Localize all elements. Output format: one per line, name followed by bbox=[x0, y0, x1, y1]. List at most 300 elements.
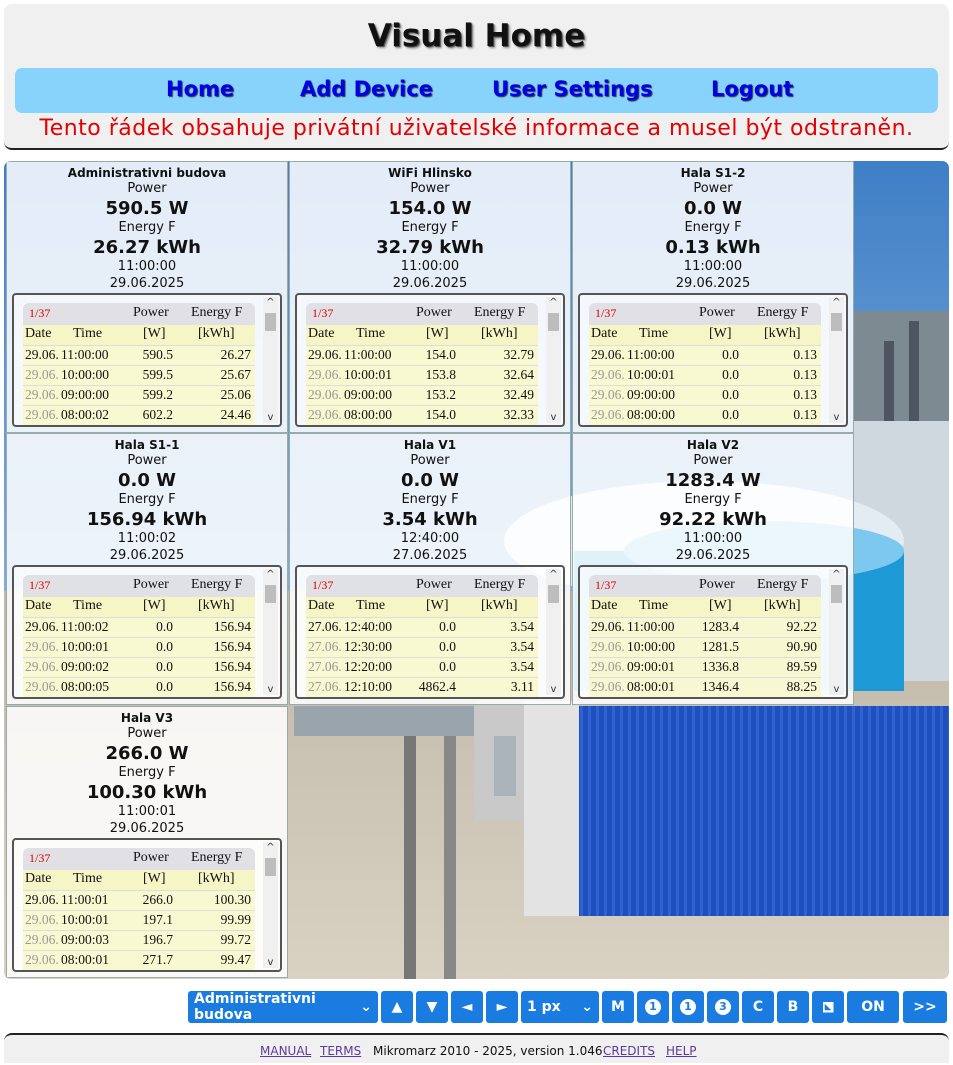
m-button[interactable]: M bbox=[602, 991, 634, 1023]
table-header bbox=[23, 575, 255, 597]
cell-power: 0.0 bbox=[722, 367, 739, 382]
cell-energy: 32.79 bbox=[503, 347, 534, 362]
cell-date: 29.06. bbox=[25, 679, 59, 694]
page-indicator: 1/37 bbox=[312, 306, 334, 320]
table-header bbox=[23, 848, 255, 870]
col-date-header: Date bbox=[25, 326, 52, 341]
cell-time: 08:00:00 bbox=[627, 407, 676, 422]
reading-date: 27.06.2025 bbox=[392, 548, 468, 563]
cell-power: 1283.4 bbox=[701, 619, 739, 634]
device-canvas bbox=[4, 161, 949, 979]
cell-time: 10:00:01 bbox=[344, 367, 393, 382]
device-card[interactable] bbox=[572, 433, 854, 705]
scroll-down-icon[interactable]: v bbox=[550, 412, 557, 423]
energy-value: 100.30 kWh bbox=[86, 782, 208, 803]
cell-energy: 88.25 bbox=[786, 679, 817, 694]
nav-user-settings[interactable]: User Settings bbox=[492, 77, 653, 101]
cell-date: 27.06. bbox=[308, 679, 342, 694]
page-indicator: 1/37 bbox=[595, 578, 617, 592]
cell-date: 29.06. bbox=[25, 952, 59, 967]
cell-date: 29.06. bbox=[25, 912, 59, 927]
history-table[interactable] bbox=[12, 565, 282, 699]
b-button[interactable]: B bbox=[777, 991, 809, 1023]
privacy-notice: Tento řádek obsahuje privátní uživatelské informace a musel být odstraněn. bbox=[39, 116, 914, 141]
cell-time: 11:00:00 bbox=[344, 347, 392, 362]
reading-time: 11:00:00 bbox=[683, 259, 743, 274]
cell-power: 0.0 bbox=[722, 347, 739, 362]
device-name: Administrativni budova bbox=[67, 166, 227, 180]
cell-time: 08:00:02 bbox=[61, 407, 110, 422]
col-time-header: Time bbox=[73, 326, 103, 341]
reading-time: 11:00:02 bbox=[117, 531, 177, 546]
cell-date: 29.06. bbox=[25, 639, 59, 654]
device-name: Hala V3 bbox=[120, 711, 174, 725]
col-time-header: Time bbox=[639, 326, 669, 341]
device-name: Hala S1-2 bbox=[680, 166, 746, 180]
scroll-up-icon[interactable]: ^ bbox=[832, 569, 841, 580]
table-row bbox=[23, 657, 255, 677]
device-card[interactable] bbox=[572, 161, 854, 433]
col-power-header: Power bbox=[133, 850, 169, 865]
device-name: Hala S1-1 bbox=[114, 438, 180, 452]
energy-value: 156.94 kWh bbox=[86, 509, 208, 530]
col-date-header: Date bbox=[25, 598, 52, 613]
energy-value: 26.27 kWh bbox=[93, 237, 201, 258]
reading-time: 11:00:00 bbox=[400, 259, 460, 274]
reading-time: 11:00:00 bbox=[683, 531, 743, 546]
power-value: 590.5 W bbox=[105, 198, 189, 219]
table-header bbox=[306, 303, 538, 325]
cell-date: 29.06. bbox=[591, 347, 625, 362]
cell-energy: 100.30 bbox=[213, 892, 251, 907]
col-time-header: Time bbox=[639, 598, 669, 613]
table-row bbox=[306, 657, 538, 677]
cell-energy: 3.11 bbox=[510, 679, 534, 694]
cell-time: 08:00:01 bbox=[627, 679, 676, 694]
credits-link[interactable]: CREDITS bbox=[603, 1044, 656, 1058]
table-row bbox=[306, 617, 538, 637]
energy-label: Energy F bbox=[118, 765, 176, 780]
energy-label: Energy F bbox=[118, 220, 176, 235]
cell-time: 12:10:00 bbox=[344, 679, 393, 694]
cell-date: 29.06. bbox=[308, 407, 342, 422]
device-select[interactable] bbox=[188, 991, 378, 1023]
cell-energy: 156.94 bbox=[213, 679, 251, 694]
power-label: Power bbox=[127, 726, 167, 741]
reading-date: 29.06.2025 bbox=[392, 276, 468, 291]
cell-energy: 0.13 bbox=[793, 407, 817, 422]
table-row bbox=[589, 365, 821, 385]
cell-power: 0.0 bbox=[439, 619, 456, 634]
power-label: Power bbox=[693, 181, 733, 196]
cell-energy: 0.13 bbox=[793, 347, 817, 362]
cell-date: 29.06. bbox=[25, 892, 59, 907]
cell-power: 271.7 bbox=[142, 952, 173, 967]
col-energy-header: Energy F bbox=[191, 850, 243, 865]
cell-date: 29.06. bbox=[591, 639, 625, 654]
col-date-header: Date bbox=[25, 871, 52, 886]
scroll-up-icon[interactable]: ^ bbox=[549, 297, 558, 308]
units-row bbox=[589, 325, 821, 345]
cell-energy: 3.54 bbox=[510, 639, 534, 654]
col-energy-header: Energy F bbox=[191, 577, 243, 592]
scroll-down-icon[interactable]: v bbox=[833, 684, 840, 695]
cell-power: 599.5 bbox=[142, 367, 173, 382]
power-label: Power bbox=[693, 453, 733, 468]
cell-time: 12:40:00 bbox=[344, 619, 393, 634]
terms-link[interactable]: TERMS bbox=[320, 1044, 362, 1058]
cell-power: 599.2 bbox=[142, 387, 173, 402]
footer bbox=[4, 1033, 949, 1063]
cell-time: 12:20:00 bbox=[344, 659, 393, 674]
cell-date: 29.06. bbox=[25, 347, 59, 362]
col-date-header: Date bbox=[308, 326, 335, 341]
layout-3-button[interactable] bbox=[707, 991, 739, 1023]
history-table[interactable] bbox=[295, 565, 565, 699]
cell-energy: 99.99 bbox=[220, 912, 251, 927]
col-time-header: Time bbox=[73, 598, 103, 613]
navbar bbox=[15, 68, 938, 113]
page-indicator: 1/37 bbox=[29, 306, 51, 320]
cell-time: 10:00:00 bbox=[627, 639, 676, 654]
scroll-up-icon[interactable]: ^ bbox=[549, 569, 558, 580]
table-scrollbar[interactable] bbox=[263, 842, 278, 968]
scroll-thumb[interactable] bbox=[548, 313, 559, 331]
page-indicator: 1/37 bbox=[312, 578, 334, 592]
table-row bbox=[306, 677, 538, 697]
cell-date: 29.06. bbox=[25, 619, 59, 634]
power-value: 0.0 W bbox=[400, 470, 459, 491]
unit-power: [W] bbox=[143, 598, 166, 613]
reading-time: 11:00:01 bbox=[117, 804, 177, 819]
cell-energy: 32.49 bbox=[503, 387, 534, 402]
col-time-header: Time bbox=[356, 326, 386, 341]
move-right-button[interactable]: ► bbox=[486, 991, 518, 1023]
scroll-thumb[interactable] bbox=[548, 585, 559, 603]
cell-time: 11:00:00 bbox=[627, 347, 675, 362]
scroll-thumb[interactable] bbox=[831, 313, 842, 331]
unit-energy: [kWh] bbox=[198, 326, 235, 341]
energy-value: 32.79 kWh bbox=[376, 237, 484, 258]
cell-time: 09:00:00 bbox=[61, 387, 110, 402]
device-card[interactable] bbox=[289, 433, 571, 705]
cell-date: 27.06. bbox=[308, 619, 342, 634]
table-row bbox=[589, 345, 821, 365]
cell-energy: 25.67 bbox=[220, 367, 251, 382]
table-row bbox=[306, 385, 538, 405]
table-row bbox=[23, 365, 255, 385]
table-row bbox=[589, 405, 821, 425]
unit-energy: [kWh] bbox=[764, 598, 801, 613]
reading-date: 29.06.2025 bbox=[109, 548, 185, 563]
table-scrollbar[interactable] bbox=[546, 569, 561, 695]
device-select-value: Administrativni budova bbox=[194, 991, 316, 1023]
table-header bbox=[589, 303, 821, 325]
editor-toolbar bbox=[188, 991, 948, 1023]
cell-power: 0.0 bbox=[722, 387, 739, 402]
device-card[interactable] bbox=[6, 433, 288, 705]
scroll-down-icon[interactable]: v bbox=[267, 412, 274, 423]
cell-time: 11:00:02 bbox=[61, 619, 109, 634]
scroll-up-icon[interactable]: ^ bbox=[266, 297, 275, 308]
table-row bbox=[589, 617, 821, 637]
cell-time: 10:00:01 bbox=[61, 912, 110, 927]
col-energy-header: Energy F bbox=[474, 305, 526, 320]
table-scrollbar[interactable] bbox=[829, 569, 844, 695]
resize-button[interactable] bbox=[812, 991, 844, 1023]
table-row bbox=[23, 930, 255, 950]
nav-add-device[interactable]: Add Device bbox=[300, 77, 433, 101]
scroll-down-icon[interactable]: v bbox=[267, 957, 274, 968]
cell-time: 09:00:03 bbox=[61, 932, 110, 947]
device-card[interactable] bbox=[6, 706, 288, 978]
unit-power: [W] bbox=[709, 326, 732, 341]
scroll-thumb[interactable] bbox=[265, 858, 276, 876]
cell-date: 29.06. bbox=[591, 659, 625, 674]
cell-energy: 24.46 bbox=[220, 407, 251, 422]
power-label: Power bbox=[410, 453, 450, 468]
units-row bbox=[306, 325, 538, 345]
device-card[interactable] bbox=[6, 161, 288, 433]
cell-energy: 156.94 bbox=[213, 659, 251, 674]
col-power-header: Power bbox=[133, 305, 169, 320]
scroll-thumb[interactable] bbox=[831, 585, 842, 603]
col-date-header: Date bbox=[591, 326, 618, 341]
table-row bbox=[23, 345, 255, 365]
col-energy-header: Energy F bbox=[757, 577, 809, 592]
table-row bbox=[589, 677, 821, 697]
three-circle-icon: 3 bbox=[715, 999, 731, 1015]
table-row bbox=[306, 637, 538, 657]
cell-energy: 25.06 bbox=[220, 387, 251, 402]
table-row bbox=[23, 637, 255, 657]
nav-logout[interactable]: Logout bbox=[711, 77, 794, 101]
cell-energy: 89.59 bbox=[786, 659, 817, 674]
cell-time: 12:30:00 bbox=[344, 639, 393, 654]
table-scrollbar[interactable] bbox=[263, 297, 278, 423]
cell-power: 1336.8 bbox=[701, 659, 739, 674]
table-header bbox=[306, 575, 538, 597]
scroll-thumb[interactable] bbox=[265, 313, 276, 331]
scroll-down-icon[interactable]: v bbox=[833, 412, 840, 423]
reading-date: 29.06.2025 bbox=[675, 276, 751, 291]
cell-energy: 32.33 bbox=[503, 407, 534, 422]
cell-energy: 99.72 bbox=[220, 932, 251, 947]
unit-energy: [kWh] bbox=[198, 598, 235, 613]
units-row bbox=[589, 597, 821, 617]
page-indicator: 1/37 bbox=[595, 306, 617, 320]
cell-time: 11:00:00 bbox=[61, 347, 109, 362]
power-label: Power bbox=[127, 453, 167, 468]
energy-value: 3.54 kWh bbox=[382, 509, 478, 530]
table-scrollbar[interactable] bbox=[263, 569, 278, 695]
cell-power: 0.0 bbox=[439, 659, 456, 674]
table-scrollbar[interactable] bbox=[546, 297, 561, 423]
cell-date: 29.06. bbox=[591, 407, 625, 422]
device-name: Hala V2 bbox=[686, 438, 740, 452]
cell-date: 29.06. bbox=[308, 347, 342, 362]
app-title: Visual Home bbox=[367, 18, 586, 54]
col-power-header: Power bbox=[416, 577, 452, 592]
help-link[interactable]: HELP bbox=[666, 1044, 697, 1058]
cell-date: 29.06. bbox=[25, 407, 59, 422]
table-row bbox=[23, 890, 255, 910]
cell-date: 29.06. bbox=[25, 932, 59, 947]
history-table[interactable] bbox=[12, 293, 282, 427]
one-circle-icon: 1 bbox=[680, 999, 696, 1015]
cell-date: 29.06. bbox=[25, 367, 59, 382]
table-row bbox=[306, 345, 538, 365]
power-value: 0.0 W bbox=[117, 470, 176, 491]
cell-power: 154.0 bbox=[425, 407, 456, 422]
cell-date: 29.06. bbox=[591, 679, 625, 694]
col-power-header: Power bbox=[699, 577, 735, 592]
one-circle-icon: 1 bbox=[645, 999, 661, 1015]
cell-power: 266.0 bbox=[142, 892, 173, 907]
cell-energy: 156.94 bbox=[213, 619, 251, 634]
cell-power: 1346.4 bbox=[701, 679, 739, 694]
history-table[interactable] bbox=[12, 838, 282, 972]
col-date-header: Date bbox=[308, 598, 335, 613]
reading-date: 29.06.2025 bbox=[109, 821, 185, 836]
cell-energy: 3.54 bbox=[510, 659, 534, 674]
cell-power: 1281.5 bbox=[701, 639, 739, 654]
energy-label: Energy F bbox=[118, 492, 176, 507]
cell-date: 29.06. bbox=[308, 367, 342, 382]
cell-time: 08:00:01 bbox=[61, 952, 110, 967]
scroll-up-icon[interactable]: ^ bbox=[266, 842, 275, 853]
cell-energy: 0.13 bbox=[793, 387, 817, 402]
cell-time: 10:00:01 bbox=[627, 367, 676, 382]
energy-label: Energy F bbox=[401, 492, 459, 507]
cell-power: 0.0 bbox=[156, 619, 173, 634]
col-power-header: Power bbox=[133, 577, 169, 592]
cell-time: 11:00:00 bbox=[627, 619, 675, 634]
cell-date: 29.06. bbox=[25, 387, 59, 402]
step-select[interactable] bbox=[521, 991, 599, 1023]
units-row bbox=[306, 597, 538, 617]
table-scrollbar[interactable] bbox=[829, 297, 844, 423]
chevron-down-icon: ⌄ bbox=[581, 999, 593, 1015]
scroll-down-icon[interactable]: v bbox=[550, 684, 557, 695]
device-card[interactable] bbox=[289, 161, 571, 433]
cell-time: 08:00:05 bbox=[61, 679, 110, 694]
unit-power: [W] bbox=[426, 598, 449, 613]
cell-power: 0.0 bbox=[156, 659, 173, 674]
move-down-button[interactable]: ▼ bbox=[416, 991, 448, 1023]
history-table[interactable] bbox=[295, 293, 565, 427]
units-row bbox=[23, 870, 255, 890]
scroll-up-icon[interactable]: ^ bbox=[832, 297, 841, 308]
cell-date: 29.06. bbox=[591, 387, 625, 402]
cell-power: 153.2 bbox=[425, 387, 456, 402]
on-button[interactable]: ON bbox=[847, 991, 899, 1023]
move-up-button[interactable]: ▲ bbox=[381, 991, 413, 1023]
cell-power: 197.1 bbox=[142, 912, 173, 927]
resize-icon bbox=[823, 1002, 834, 1013]
unit-power: [W] bbox=[143, 871, 166, 886]
next-button[interactable]: >> bbox=[903, 991, 947, 1023]
move-left-button[interactable]: ◄ bbox=[451, 991, 483, 1023]
table-row bbox=[589, 385, 821, 405]
scroll-thumb[interactable] bbox=[265, 585, 276, 603]
power-label: Power bbox=[410, 181, 450, 196]
col-energy-header: Energy F bbox=[474, 577, 526, 592]
cell-power: 590.5 bbox=[142, 347, 173, 362]
device-name: Hala V1 bbox=[403, 438, 457, 452]
history-table[interactable] bbox=[578, 293, 848, 427]
cell-power: 4862.4 bbox=[418, 679, 456, 694]
table-row bbox=[23, 405, 255, 425]
cell-date: 27.06. bbox=[308, 659, 342, 674]
cell-time: 09:00:02 bbox=[61, 659, 110, 674]
cell-energy: 3.54 bbox=[510, 619, 534, 634]
cell-power: 196.7 bbox=[142, 932, 173, 947]
cell-power: 0.0 bbox=[439, 639, 456, 654]
scroll-down-icon[interactable]: v bbox=[267, 684, 274, 695]
unit-energy: [kWh] bbox=[198, 871, 235, 886]
cell-time: 10:00:00 bbox=[61, 367, 110, 382]
table-row bbox=[23, 910, 255, 930]
col-date-header: Date bbox=[591, 598, 618, 613]
energy-label: Energy F bbox=[401, 220, 459, 235]
cell-energy: 0.13 bbox=[793, 367, 817, 382]
table-row bbox=[589, 637, 821, 657]
copyright-text: Mikromarz 2010 - 2025, version 1.046 bbox=[373, 1044, 603, 1058]
chevron-down-icon: ⌄ bbox=[360, 999, 372, 1015]
cell-energy: 32.64 bbox=[503, 367, 534, 382]
layout-1b-button[interactable] bbox=[672, 991, 704, 1023]
cell-time: 09:00:00 bbox=[627, 387, 676, 402]
reading-date: 29.06.2025 bbox=[675, 548, 751, 563]
cell-date: 27.06. bbox=[308, 639, 342, 654]
unit-energy: [kWh] bbox=[481, 598, 518, 613]
scroll-up-icon[interactable]: ^ bbox=[266, 569, 275, 580]
units-row bbox=[23, 325, 255, 345]
col-time-header: Time bbox=[73, 871, 103, 886]
reading-time: 11:00:00 bbox=[117, 259, 177, 274]
table-row bbox=[23, 617, 255, 637]
energy-value: 0.13 kWh bbox=[665, 237, 761, 258]
device-name: WiFi Hlinsko bbox=[388, 166, 472, 180]
cell-time: 08:00:00 bbox=[344, 407, 393, 422]
units-row bbox=[23, 597, 255, 617]
cell-power: 154.0 bbox=[425, 347, 456, 362]
table-row bbox=[23, 950, 255, 970]
nav-home[interactable]: Home bbox=[166, 77, 235, 101]
cell-date: 29.06. bbox=[591, 619, 625, 634]
energy-label: Energy F bbox=[684, 492, 742, 507]
page-indicator: 1/37 bbox=[29, 851, 51, 865]
reading-time: 12:40:00 bbox=[400, 531, 460, 546]
table-row bbox=[589, 657, 821, 677]
c-button[interactable]: C bbox=[742, 991, 774, 1023]
power-label: Power bbox=[127, 181, 167, 196]
page-indicator: 1/37 bbox=[29, 578, 51, 592]
cell-power: 153.8 bbox=[425, 367, 456, 382]
history-table[interactable] bbox=[578, 565, 848, 699]
power-value: 1283.4 W bbox=[665, 470, 761, 491]
table-row bbox=[306, 365, 538, 385]
manual-link[interactable]: MANUAL bbox=[260, 1044, 312, 1058]
unit-power: [W] bbox=[143, 326, 166, 341]
cell-time: 10:00:01 bbox=[61, 639, 110, 654]
cell-power: 0.0 bbox=[722, 407, 739, 422]
cell-date: 29.06. bbox=[308, 387, 342, 402]
col-energy-header: Energy F bbox=[757, 305, 809, 320]
cell-time: 11:00:01 bbox=[61, 892, 109, 907]
layout-1a-button[interactable] bbox=[637, 991, 669, 1023]
